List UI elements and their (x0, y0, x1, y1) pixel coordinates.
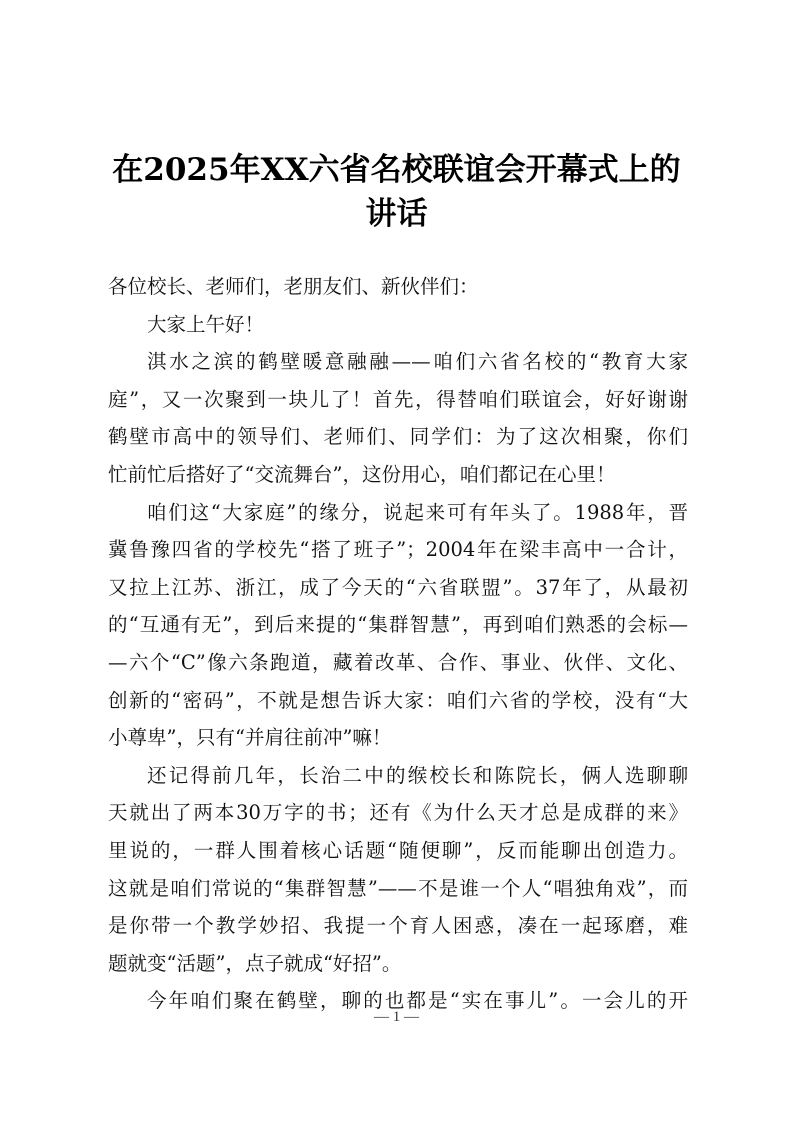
paragraph-line: 是你带一个教学妙招、我提一个育人困惑，凑在一起琢磨，难 (108, 914, 688, 938)
document-body (108, 268, 688, 1020)
paragraph-line: —六个“C”像六条跑道，藏着改革、合作、事业、伙伴、文化、 (108, 650, 688, 674)
paragraph-line: 创新的“密码”，不就是想告诉大家：咱们六省的学校，没有“大 (108, 688, 688, 712)
paragraph-line: 今年咱们聚在鹤壁，聊的也都是“实在事儿”。一会儿的开 (147, 989, 688, 1013)
paragraph-2 (108, 494, 688, 757)
paragraph-line: 里说的，一群人围着核心话题“随便聊”，反而能聊出创造力。 (108, 838, 688, 862)
salutation: 各位校长、老师们，老朋友们、新伙伴们： (108, 275, 479, 298)
paragraph-line: 小尊卑”，只有“并肩往前冲”嘛！ (108, 726, 392, 750)
page-number: — 1 — (374, 1009, 419, 1025)
paragraph-line: 题就变“活题”，点子就成“好招”。 (108, 951, 402, 975)
paragraph-line: 的“互通有无”，到后来提的“集群智慧”，再到咱们熟悉的会标— (108, 613, 688, 637)
paragraph-3 (108, 757, 688, 983)
paragraph-1 (108, 343, 688, 493)
paragraph-line: 庭”，又一次聚到一块儿了！首先，得替咱们联谊会，好好谢谢 (108, 387, 688, 411)
paragraph-line: 忙前忙后搭好了“交流舞台”，这份用心，咱们都记在心里！ (108, 462, 616, 486)
title-line-1: 在2025年XX六省名校联谊会开幕式上的 (112, 152, 681, 188)
paragraph-line: 还记得前几年，长治二中的缑校长和陈院长，俩人选聊聊 (147, 763, 688, 787)
paragraph-line: 咱们这“大家庭”的缘分，说起来可有年头了。1988年，晋 (147, 500, 688, 524)
document-title (90, 148, 703, 236)
paragraph-line: 冀鲁豫四省的学校先“搭了班子”；2004年在梁丰高中一合计， (108, 538, 688, 562)
paragraph-line: 鹤壁市高中的领导们、老师们、同学们：为了这次相聚，你们 (108, 425, 688, 449)
paragraph-line: 天就出了两本30万字的书；还有《为什么天才总是成群的来》 (108, 801, 688, 825)
greeting: 大家上午好！ (147, 312, 265, 336)
paragraph-line: 淇水之滨的鹤壁暖意融融——咱们六省名校的“教育大家 (147, 350, 688, 374)
paragraph-line: 又拉上江苏、浙江，成了今天的“六省联盟”。37年了，从最初 (108, 575, 688, 599)
paragraph-line: 这就是咱们常说的“集群智慧”——不是谁一个人“唱独角戏”，而 (108, 876, 688, 900)
title-line-2: 讲话 (365, 196, 428, 232)
